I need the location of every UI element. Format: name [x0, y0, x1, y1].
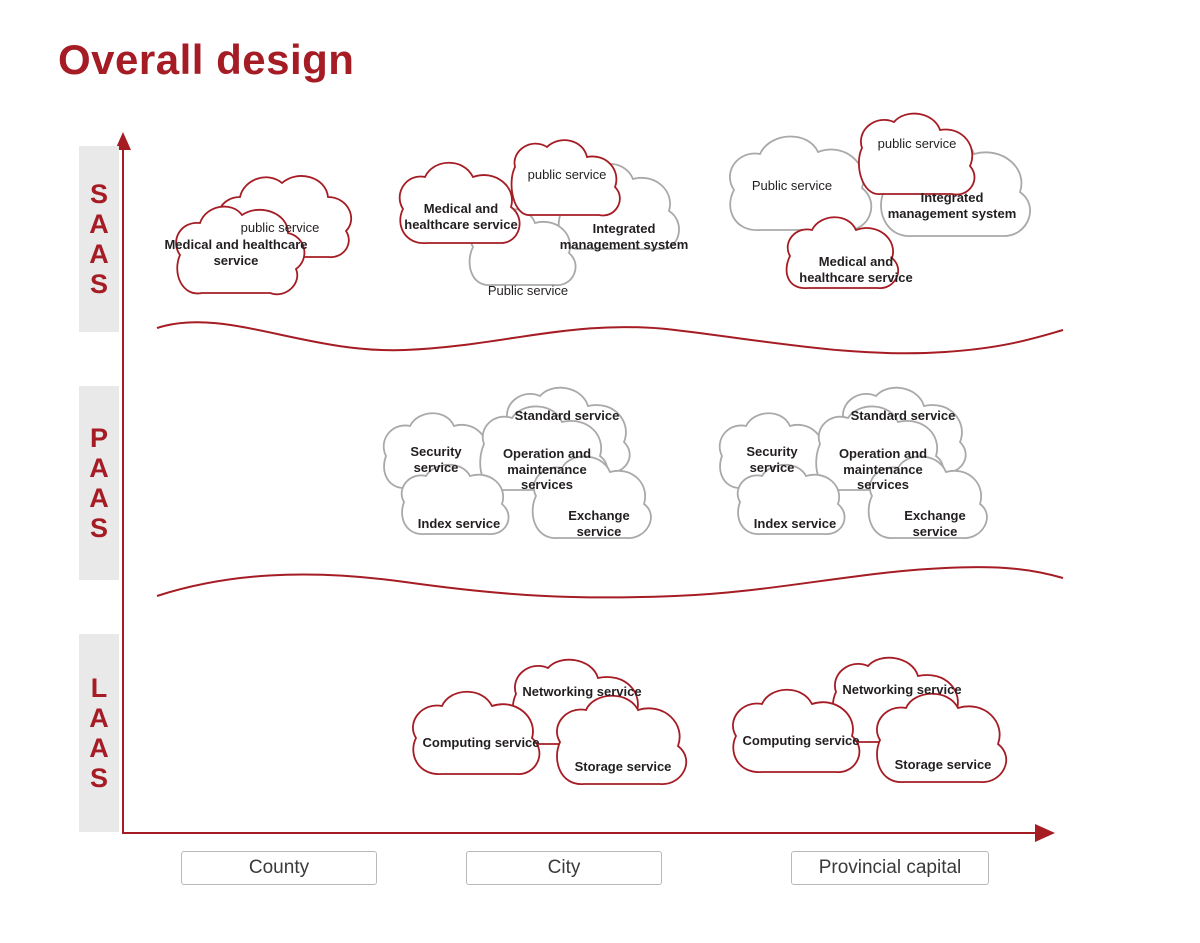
- horizontal-axis: [122, 832, 1042, 834]
- cloud-label: public service: [877, 136, 957, 151]
- cloud-shapes: [150, 145, 375, 315]
- layer-letter: L: [90, 672, 108, 703]
- cloud-group-paas-provincial: [712, 382, 1038, 562]
- category-label: County: [248, 857, 310, 878]
- cloud-label: Storage service: [574, 759, 672, 774]
- cloud-label: Networking service: [842, 682, 962, 697]
- cloud-shapes: [712, 382, 1038, 562]
- cloud-shapes: [404, 652, 714, 812]
- cloud-group-saas-provincial: [716, 108, 1076, 308]
- cloud-label: Standard service: [850, 408, 956, 423]
- layer-letter: A: [89, 483, 109, 513]
- category-label: City: [547, 857, 581, 878]
- cloud-label: Medical and healthcare service: [799, 254, 913, 285]
- cloud-label: Integrated management system: [559, 221, 689, 252]
- cloud-shapes: [385, 135, 725, 320]
- cloud-label: Public service: [751, 178, 833, 193]
- category-box-provincial-capital[interactable]: [791, 851, 989, 885]
- cloud-shapes: [376, 382, 702, 562]
- cloud-group-laas-city: [404, 652, 714, 812]
- cloud-label: Exchange service: [904, 508, 966, 539]
- layer-letter: S: [89, 178, 108, 209]
- cloud-shapes: [716, 108, 1076, 308]
- cloud-shapes: [724, 650, 1034, 810]
- cloud-label: Operation and maintenance services: [502, 446, 592, 493]
- cloud-label: Public service: [487, 283, 569, 298]
- layer-letter: S: [89, 513, 108, 544]
- wave-divider-paas-laas: [155, 560, 1065, 608]
- layer-label-paas: [79, 386, 119, 580]
- cloud-label: Storage service: [894, 757, 992, 772]
- cloud-label: Security service: [746, 444, 798, 475]
- category-box-city[interactable]: [466, 851, 662, 885]
- cloud-label: Exchange service: [568, 508, 630, 539]
- layer-letter: S: [89, 763, 108, 794]
- layer-letter: A: [89, 208, 109, 239]
- cloud-label: Operation and maintenance services: [838, 446, 928, 493]
- page-title: Overall design: [58, 36, 355, 83]
- cloud-label: public service: [240, 220, 320, 235]
- cloud-group-laas-provincial: [724, 650, 1034, 810]
- cloud-label: Networking service: [522, 684, 642, 699]
- vertical-axis: [122, 148, 124, 834]
- layer-letter: A: [89, 733, 109, 763]
- cloud-label: Medical and healthcare service: [404, 201, 518, 232]
- cloud-label: Standard service: [514, 408, 620, 423]
- cloud-label: public service: [527, 167, 607, 182]
- layer-label-laas: [79, 634, 119, 832]
- right-arrow-icon: [1035, 824, 1055, 842]
- cloud-label: Security service: [410, 444, 462, 475]
- cloud-group-saas-city: [385, 135, 725, 320]
- cloud-label: Computing service: [742, 733, 860, 748]
- layer-letter: A: [89, 239, 109, 269]
- category-label: Provincial capital: [818, 857, 962, 878]
- layer-letter: P: [89, 422, 108, 453]
- cloud-label: Computing service: [422, 735, 540, 750]
- layer-label-saas: [79, 146, 119, 332]
- cloud-label: Index service: [417, 516, 501, 531]
- cloud-label: Medical and healthcare service: [164, 237, 308, 268]
- layer-letter: A: [89, 452, 109, 483]
- layer-letter: A: [89, 702, 109, 733]
- cloud-label: Integrated management system: [887, 190, 1017, 221]
- cloud-group-paas-city: [376, 382, 702, 562]
- cloud-label: Index service: [753, 516, 837, 531]
- cloud-group-saas-county: [150, 145, 375, 315]
- category-box-county[interactable]: [181, 851, 377, 885]
- layer-letter: S: [89, 269, 108, 300]
